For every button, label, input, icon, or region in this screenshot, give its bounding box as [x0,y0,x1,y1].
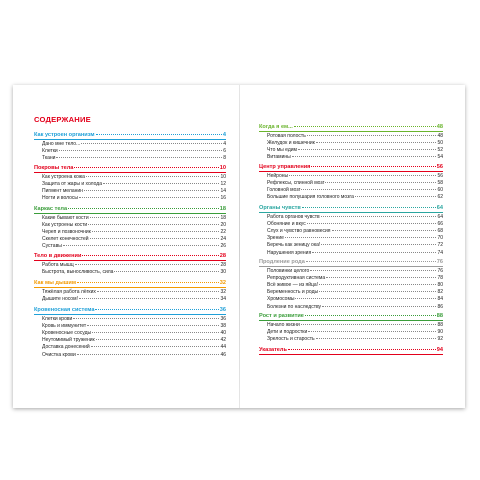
entry-page: 54 [437,154,443,161]
entry-label: Неутомимый труженик [42,337,95,344]
entry-label: Череп и позвоночник [42,228,91,235]
entry-label: Хромосомы [267,296,295,303]
leader-dots [63,244,220,246]
entry-label: Начало жизни [267,321,300,328]
section-page: 56 [436,164,443,170]
toc-entry[interactable] [259,147,443,154]
entry-page: 60 [437,186,443,193]
entry-label: Головной мозг [267,186,301,193]
entry-label: Клетки крови [42,315,73,322]
toc-section [34,132,226,162]
section-title: Указатель [259,347,287,353]
leader-dots [312,251,436,253]
toc-entry[interactable] [259,221,443,228]
book-fold [239,85,240,408]
entry-page: 84 [437,296,443,303]
toc-entry[interactable] [259,282,443,289]
leader-dots [305,314,436,316]
entry-label: Работа мышц [42,261,74,268]
leader-dots [103,182,219,184]
entry-label: Нейроны [267,172,289,179]
toc-entry[interactable] [34,188,226,195]
leader-dots [90,216,220,218]
section-heading[interactable] [259,164,443,171]
section-page: 88 [436,313,443,319]
toc-section [34,307,226,359]
leader-dots [298,148,436,150]
entry-page: 12 [220,180,226,187]
section-page: 94 [436,347,443,353]
leader-dots [79,297,220,299]
leader-dots [311,165,435,167]
entry-page: 66 [437,220,443,227]
entry-label: Тяжёлая работа лёгких [42,288,96,295]
toc-entry[interactable] [34,195,226,202]
leader-dots [288,348,436,350]
leader-dots [310,269,436,271]
entry-label: Ротовая полость [267,132,306,139]
leader-dots [307,134,437,136]
entry-page: 26 [220,243,226,250]
leader-dots [68,207,219,209]
entry-page: 14 [220,187,226,194]
entry-page: 70 [437,235,443,242]
leader-dots [88,223,219,225]
toc-entry[interactable] [34,141,226,148]
entry-page: 30 [220,268,226,275]
section-title: Тело в движении [34,253,82,259]
section-page: 18 [219,206,226,212]
leader-dots [114,270,219,272]
entry-page: 20 [220,221,226,228]
leader-dots [92,331,219,333]
leader-dots [321,215,437,217]
entry-label: Ногти и волосы [42,195,78,202]
entry-page: 42 [220,337,226,344]
leader-dots [301,188,436,190]
section-title: Как устроен организм [34,132,95,138]
entry-page: 82 [437,289,443,296]
toc-entry[interactable] [259,275,443,282]
entry-label: Очистка крови [42,351,76,358]
toc-entry[interactable] [259,228,443,235]
toc-section [34,280,226,303]
entry-page: 56 [437,172,443,179]
section-title: Покровы тела [34,165,74,171]
leader-dots [319,283,436,285]
leader-dots [90,237,220,239]
entry-label: Зрение [267,235,284,242]
toc-entry[interactable] [34,289,226,296]
toc-entry[interactable] [259,250,443,257]
toc-entry[interactable] [34,352,226,359]
leader-dots [308,330,436,332]
entry-page: 24 [220,236,226,243]
entry-page: 6 [223,147,226,154]
section-title: Центр управления [259,164,311,170]
toc-entry[interactable] [259,336,443,343]
entry-label: Кровь и иммунитет [42,322,87,329]
toc-entry[interactable] [259,296,443,303]
section-title: Продление рода [259,259,305,265]
entry-page: 90 [437,328,443,335]
toc-section [34,206,226,251]
entry-page: 46 [220,351,226,358]
entry-page: 8 [223,154,226,161]
leader-dots [302,206,436,208]
entry-label: Клетки [42,147,58,154]
toc-entry[interactable] [259,242,443,249]
toc-entry[interactable] [34,236,226,243]
entry-label: Половинки целого [267,267,310,274]
toc-section [259,347,443,356]
entry-page: 78 [437,274,443,281]
toc-section [259,124,443,161]
toc-entry[interactable] [34,316,226,323]
leader-dots [77,353,220,355]
section-rule [259,354,443,355]
entry-label: Суставы [42,243,62,250]
entry-page: 32 [220,288,226,295]
toc-entry[interactable] [259,187,443,194]
leader-dots [84,189,220,191]
entry-page: 40 [220,329,226,336]
leader-dots [325,181,436,183]
leader-dots [301,323,437,325]
leader-dots [75,263,220,265]
toc-entry[interactable] [34,148,226,155]
entry-label: Витамины [267,154,291,161]
entry-label: Пигмент меланин [42,187,83,194]
entry-label: Беречь как зеницу ока! [267,242,321,249]
toc-entry[interactable] [259,235,443,242]
section-page: 36 [219,307,226,313]
entry-page: 44 [220,344,226,351]
leader-dots [81,142,222,144]
entry-page: 62 [437,194,443,201]
section-heading[interactable] [259,205,443,212]
entry-page: 80 [437,281,443,288]
entry-page: 18 [220,214,226,221]
toc-entry[interactable] [34,262,226,269]
toc-entry[interactable] [259,194,443,201]
leader-dots [82,254,218,256]
section-heading[interactable] [34,132,226,139]
section-title: Каркас тела [34,206,68,212]
section-title: Как мы дышим [34,280,76,286]
toc-entry[interactable] [34,181,226,188]
leader-dots [79,196,219,198]
leader-dots [95,308,218,310]
entry-label: Зрелость и старость [267,335,315,342]
entry-page: 92 [437,335,443,342]
section-title: Рост и развитие [259,313,304,319]
entry-page: 52 [437,146,443,153]
leader-dots [91,345,220,347]
entry-page: 86 [437,303,443,310]
entry-page: 22 [220,228,226,235]
toc-entry[interactable] [259,289,443,296]
leader-dots [294,125,436,127]
section-heading[interactable] [259,347,443,354]
entry-page: 64 [437,213,443,220]
leader-dots [77,281,219,283]
entry-label: Как устроены кости [42,221,88,228]
section-heading[interactable] [34,280,226,287]
section-page: 48 [436,124,443,130]
entry-label: Кровеносные сосуды [42,329,92,336]
entry-label: Беременность и роды [267,289,319,296]
leader-dots [56,156,222,158]
toc-section [34,253,226,276]
leader-dots [87,324,219,326]
entry-page: 10 [220,173,226,180]
entry-page: 48 [437,132,443,139]
section-title: Органы чувств [259,205,301,211]
section-page: 76 [436,259,443,265]
entry-label: Всё живое — из яйца! [267,281,319,288]
section-title: Когда я ем... [259,124,293,130]
toc-entry[interactable] [259,322,443,329]
toc-section [259,205,443,257]
leader-dots [59,149,223,151]
section-heading[interactable] [34,165,226,172]
entry-label: Дышите носом! [42,295,78,302]
section-page: 4 [222,132,226,138]
entry-label: Ткани [42,154,56,161]
leader-dots [97,290,220,292]
toc-section [34,165,226,202]
entry-page: 34 [220,295,226,302]
leader-dots [321,243,436,245]
entry-page: 38 [220,322,226,329]
toc-entry[interactable] [259,268,443,275]
leader-dots [319,290,436,292]
entry-label: Репродуктивная система [267,274,326,281]
toc-entry[interactable] [259,214,443,221]
section-heading[interactable] [34,253,226,260]
toc-entry[interactable] [34,174,226,181]
entry-label: Какие бывают кости [42,214,89,221]
entry-label: Рефлексы, спинной мозг [267,179,325,186]
section-page: 10 [219,165,226,171]
entry-label: Большие полушария головного мозга [267,194,354,201]
entry-label: Как устроена кожа [42,173,85,180]
toc-entry[interactable] [259,304,443,311]
toc-section [259,164,443,201]
toc-entry[interactable] [259,180,443,187]
entry-label: Доставка донесений [42,344,90,351]
leader-dots [92,230,220,232]
leader-dots [307,222,437,224]
section-heading[interactable] [34,307,226,314]
toc-entry[interactable] [34,296,226,303]
toc-entry[interactable] [259,329,443,336]
entry-label: Защита от жары и холода [42,180,102,187]
toc-entry[interactable] [34,323,226,330]
toc-section [259,313,443,343]
toc-entry[interactable] [259,154,443,161]
toc-entry[interactable] [34,344,226,351]
leader-dots [355,195,437,197]
entry-label: Скелет конечностей [42,236,89,243]
entry-label: Нарушения зрения [267,249,312,256]
toc-entry[interactable] [259,140,443,147]
leader-dots [306,260,436,262]
section-page: 32 [219,280,226,286]
section-page: 28 [219,253,226,259]
leader-dots [292,155,437,157]
leader-dots [73,317,219,319]
entry-page: 50 [437,139,443,146]
leader-dots [285,236,437,238]
entry-page: 74 [437,249,443,256]
entry-label: Дети и подростки [267,328,308,335]
leader-dots [96,338,220,340]
entry-label: Болезни по наследству [267,303,322,310]
leader-dots [316,337,437,339]
entry-label: Слух и чувство равновесия [267,227,331,234]
entry-page: 76 [437,267,443,274]
entry-label: Что мы едим [267,146,297,153]
entry-page: 28 [220,261,226,268]
leader-dots [74,166,218,168]
section-title: Кровеносная система [34,307,95,313]
entry-page: 68 [437,227,443,234]
entry-label: Дано мне тело... [42,140,81,147]
leader-dots [316,141,437,143]
entry-label: Желудок и кишечник [267,139,315,146]
section-heading[interactable] [259,124,443,131]
leader-dots [326,276,436,278]
section-heading[interactable] [259,313,443,320]
toc-title: СОДЕРЖАНИЕ [34,115,91,124]
entry-page: 58 [437,179,443,186]
entry-page: 72 [437,242,443,249]
entry-page: 88 [437,321,443,328]
entry-label: Быстрота, выносливость, сила [42,268,114,275]
leader-dots [332,229,437,231]
toc-entry[interactable] [34,222,226,229]
section-page: 64 [436,205,443,211]
toc-entry[interactable] [34,269,226,276]
book-spread [13,85,465,408]
toc-entry[interactable] [259,133,443,140]
toc-entry[interactable] [34,215,226,222]
entry-page: 4 [223,140,226,147]
leader-dots [289,174,436,176]
toc-entry[interactable] [34,243,226,250]
entry-label: Обоняние и вкус [267,220,306,227]
entry-page: 16 [220,195,226,202]
leader-dots [322,305,436,307]
section-heading[interactable] [34,206,226,213]
leader-dots [295,297,436,299]
entry-label: Работа органов чувств [267,213,320,220]
toc-section [259,259,443,311]
toc-entry[interactable] [259,173,443,180]
leader-dots [86,175,220,177]
leader-dots [96,133,222,135]
toc-entry[interactable] [34,155,226,162]
section-heading[interactable] [259,259,443,266]
entry-page: 36 [220,315,226,322]
